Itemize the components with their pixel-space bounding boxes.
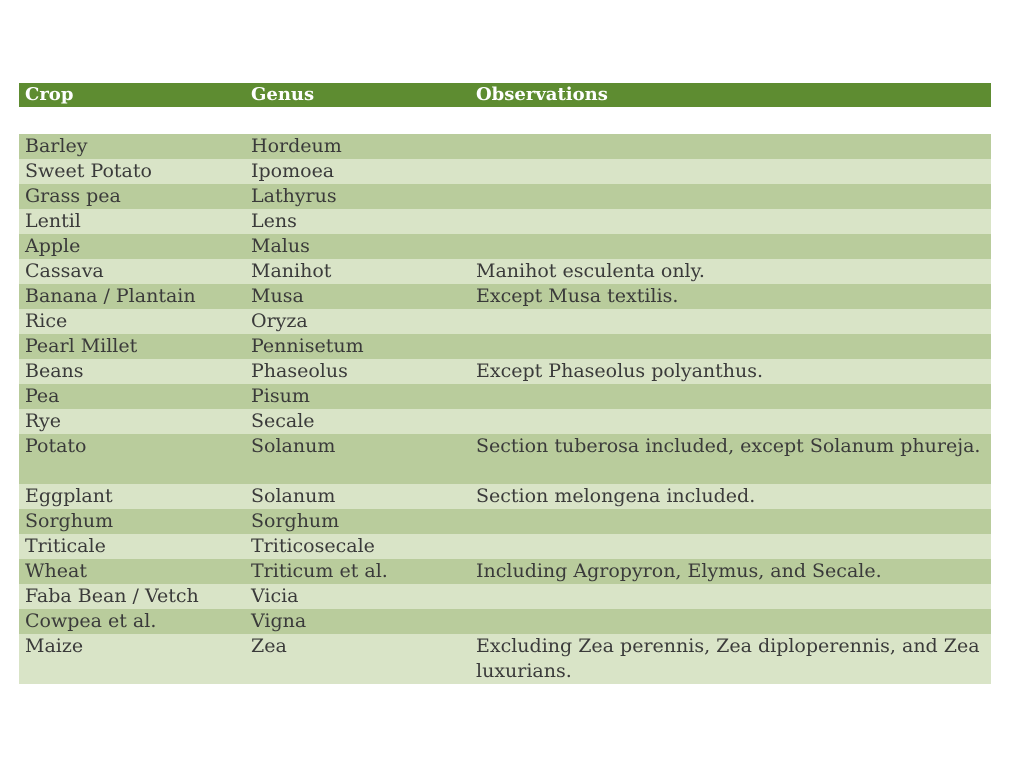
table-row <box>19 184 991 209</box>
cell-crop: Pearl Millet <box>25 335 138 357</box>
cell-crop: Potato <box>25 435 87 457</box>
cell-genus: Ipomoea <box>251 160 335 182</box>
cell-genus: Triticosecale <box>251 535 375 557</box>
cell-genus: Lathyrus <box>251 185 337 207</box>
table-row <box>19 309 991 334</box>
cell-genus: Vigna <box>251 610 307 632</box>
cell-genus: Pennisetum <box>251 335 364 357</box>
cell-crop: Maize <box>25 635 84 657</box>
cell-genus: Pisum <box>251 385 310 407</box>
cell-observations: Section melongena included. <box>476 485 756 507</box>
cell-genus: Triticum et al. <box>251 560 388 582</box>
cell-observations: Except Musa textilis. <box>476 285 679 307</box>
cell-crop: Pea <box>25 385 60 407</box>
table-row <box>19 534 991 559</box>
table-header <box>19 83 991 107</box>
cell-crop: Wheat <box>25 560 87 582</box>
table-row <box>19 434 991 484</box>
cell-observations: Except Phaseolus polyanthus. <box>476 360 764 382</box>
cell-observations: Section tuberosa included, except Solanum phureja. <box>476 435 981 457</box>
cell-genus: Oryza <box>251 310 308 332</box>
cell-crop: Eggplant <box>25 485 113 507</box>
cell-genus: Solanum <box>251 435 336 457</box>
cell-crop: Rice <box>25 310 68 332</box>
cell-genus: Manihot <box>251 260 332 282</box>
cell-observations: Manihot esculenta only. <box>476 260 705 282</box>
cell-genus: Malus <box>251 235 310 257</box>
table-row <box>19 359 991 384</box>
header-crop: Crop <box>25 84 74 105</box>
table-row <box>19 584 991 609</box>
header-genus: Genus <box>251 84 315 105</box>
table-row <box>19 634 991 684</box>
cell-crop: Barley <box>25 135 88 157</box>
header-observations: Observations <box>476 84 608 105</box>
cell-genus: Secale <box>251 410 315 432</box>
header-spacer <box>19 107 991 134</box>
cell-genus: Sorghum <box>251 510 340 532</box>
cell-crop: Rye <box>25 410 61 432</box>
cell-genus: Zea <box>251 635 287 657</box>
table-row <box>19 409 991 434</box>
cell-crop: Lentil <box>25 210 81 232</box>
cell-crop: Beans <box>25 360 84 382</box>
table-row <box>19 259 991 284</box>
cell-crop: Grass pea <box>25 185 121 207</box>
cell-observations: Including Agropyron, Elymus, and Secale. <box>476 560 882 582</box>
cell-genus: Phaseolus <box>251 360 348 382</box>
table-row <box>19 234 991 259</box>
table-row <box>19 334 991 359</box>
cell-crop: Triticale <box>25 535 106 557</box>
table-row <box>19 484 991 509</box>
cell-genus: Vicia <box>251 585 299 607</box>
cell-genus: Lens <box>251 210 297 232</box>
table-row <box>19 384 991 409</box>
cell-crop: Apple <box>25 235 81 257</box>
cell-crop: Sorghum <box>25 510 114 532</box>
table-row <box>19 209 991 234</box>
table-row <box>19 284 991 309</box>
cell-observations: Excluding Zea perennis, Zea diploperennis, and Zea luxurians. <box>476 635 980 682</box>
cell-genus: Hordeum <box>251 135 342 157</box>
cell-crop: Banana / Plantain <box>25 285 196 307</box>
cell-crop: Cowpea et al. <box>25 610 157 632</box>
cell-crop: Cassava <box>25 260 104 282</box>
cell-genus: Solanum <box>251 485 336 507</box>
cell-crop: Sweet Potato <box>25 160 152 182</box>
table-row <box>19 609 991 634</box>
table-row <box>19 159 991 184</box>
table-row <box>19 509 991 534</box>
cell-genus: Musa <box>251 285 304 307</box>
cell-crop: Faba Bean / Vetch <box>25 585 199 607</box>
table-row <box>19 559 991 584</box>
table-row <box>19 134 991 159</box>
crop-genus-table <box>19 83 991 684</box>
